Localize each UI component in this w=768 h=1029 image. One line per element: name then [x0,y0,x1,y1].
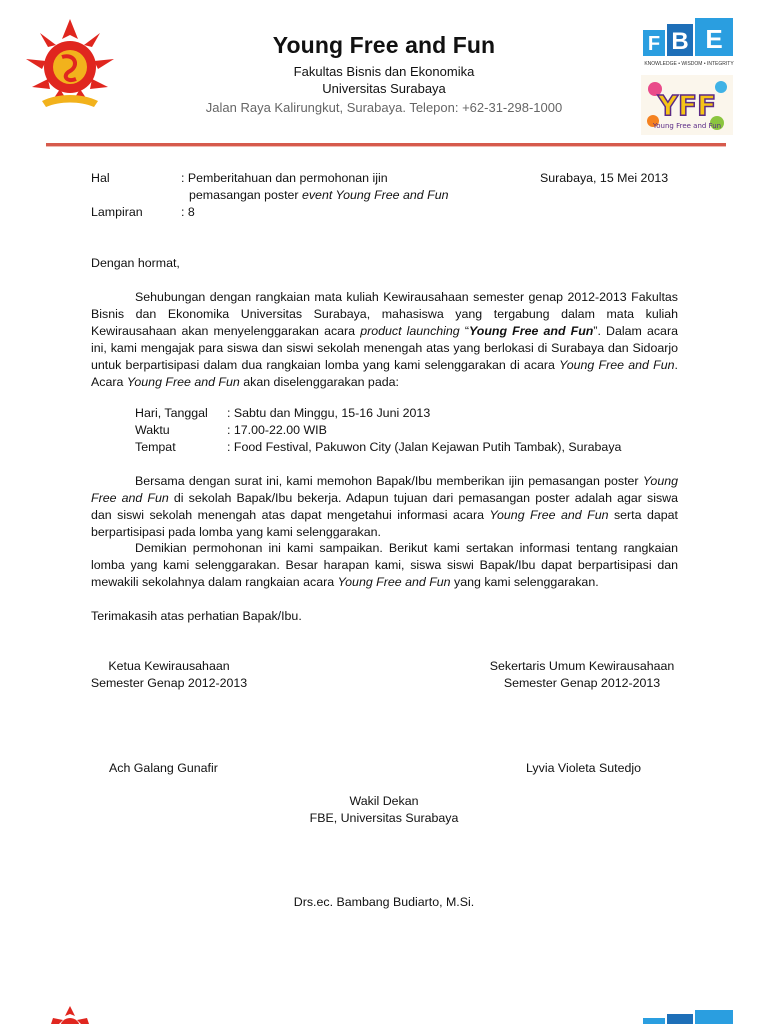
thanks-line: Terimakasih atas perhatian Bapak/Ibu. [91,609,302,623]
university-name: Universitas Surabaya [322,81,446,96]
svg-text:Young Free and Fun: Young Free and Fun [652,122,722,130]
subject-value [181,170,481,204]
address-line: Jalan Raya Kalirungkut, Surabaya. Telepon: +62-31-298-1000 [205,100,563,115]
svg-text:F: F [647,33,661,55]
subject-label: Hal [91,171,110,185]
letterhead-title: Young Free and Fun [272,32,496,58]
signatory-left-name: Ach Galang Gunafir [109,761,218,775]
event-detail-row: Tempat : Food Festival, Pakuwon City (Jalan Kejawan Putih Tambak), Surabaya [135,440,622,454]
salutation: Dengan hormat, [91,256,180,270]
svg-text:E: E [705,24,723,54]
signatory-right-name: Lyvia Violeta Sutedjo [526,761,642,775]
svg-text:KNOWLEDGE • WISDOM • INTEGRITY: KNOWLEDGE • WISDOM • INTEGRITY [644,61,734,67]
svg-text:YFF: YFF [657,89,717,122]
signatory-left-title: Ketua Kewirausahaan Semester Genap 2012-2013 [90,659,248,690]
dean-title: Wakil Dekan FBE, Universitas Surabaya [309,794,459,825]
fbe-logo [641,1010,737,1029]
subject-line-2: pemasangan poster event Young Free and Fun [189,188,449,202]
header-divider [46,143,726,147]
attachment-value: : 8 [181,205,195,219]
attachment-label: Lampiran [91,205,143,219]
city-date: Surabaya, 15 Mei 2013 [540,171,669,185]
paragraph-request: Bersama dengan surat ini, kami memohon Bapak/Ibu memberikan ijin pemasangan poster Young Free and Fun di sekolah Bapak/Ibu bekerja. Adapun tujuan dari pemasangan poster adalah agar siswa dan siswi sekolah menengah atas dapat mengetahui informasi acara Young Free and Fun serta dapat berpartisipasi pada lomba yang kami selenggarakan. [91,474,678,539]
paragraph-intro: Sehubungan dengan rangkaian mata kuliah Kewirausahaan semester genap 2012-2013 Fakultas Bisnis dan Ekonomika Universitas Surabaya, mahasiswa yang tergabung dalam mata kuliah Kewirausahaan akan menyelenggarakan acara product launching “Young Free and Fun”. Dalam acara ini, kami mengajak para siswa dan siswi sekolah menengah atas yang berlokasi di Surabaya dan Sidoarjo untuk berpartisipasi dalam dua rangkaian lomba yang kami selenggarakan di acara Young Free and Fun. Acara Young Free and Fun akan diselenggarakan pada: [91,290,678,389]
event-detail-row: Waktu : 17.00-22.00 WIB [135,423,327,437]
event-details [135,405,621,456]
event-detail-row: Hari, Tanggal : Sabtu dan Minggu, 15-16 Juni 2013 [135,406,431,420]
university-seal-logo [45,1006,95,1029]
svg-text:B: B [671,28,689,55]
faculty-name: Fakultas Bisnis dan Ekonomika [293,64,475,79]
dean-name: Drs.ec. Bambang Budiarto, M.Si. [293,895,475,909]
paragraph-closing: Demikian permohonan ini kami sampaikan. Berikut kami sertakan informasi tentang rangkaian lomba yang kami selenggarakan. Besar harapan kami, siswa siswi Bapak/Ibu dapat berpartisipasi dan mewakili sekolahnya dalam rangkaian acara Young Free and Fun yang kami selenggarakan. [91,541,678,589]
signatory-right-title: Sekertaris Umum Kewirausahaan Semester Genap 2012-2013 [489,659,675,690]
subject-line-1: : Pemberitahuan dan permohonan ijin [181,171,388,185]
